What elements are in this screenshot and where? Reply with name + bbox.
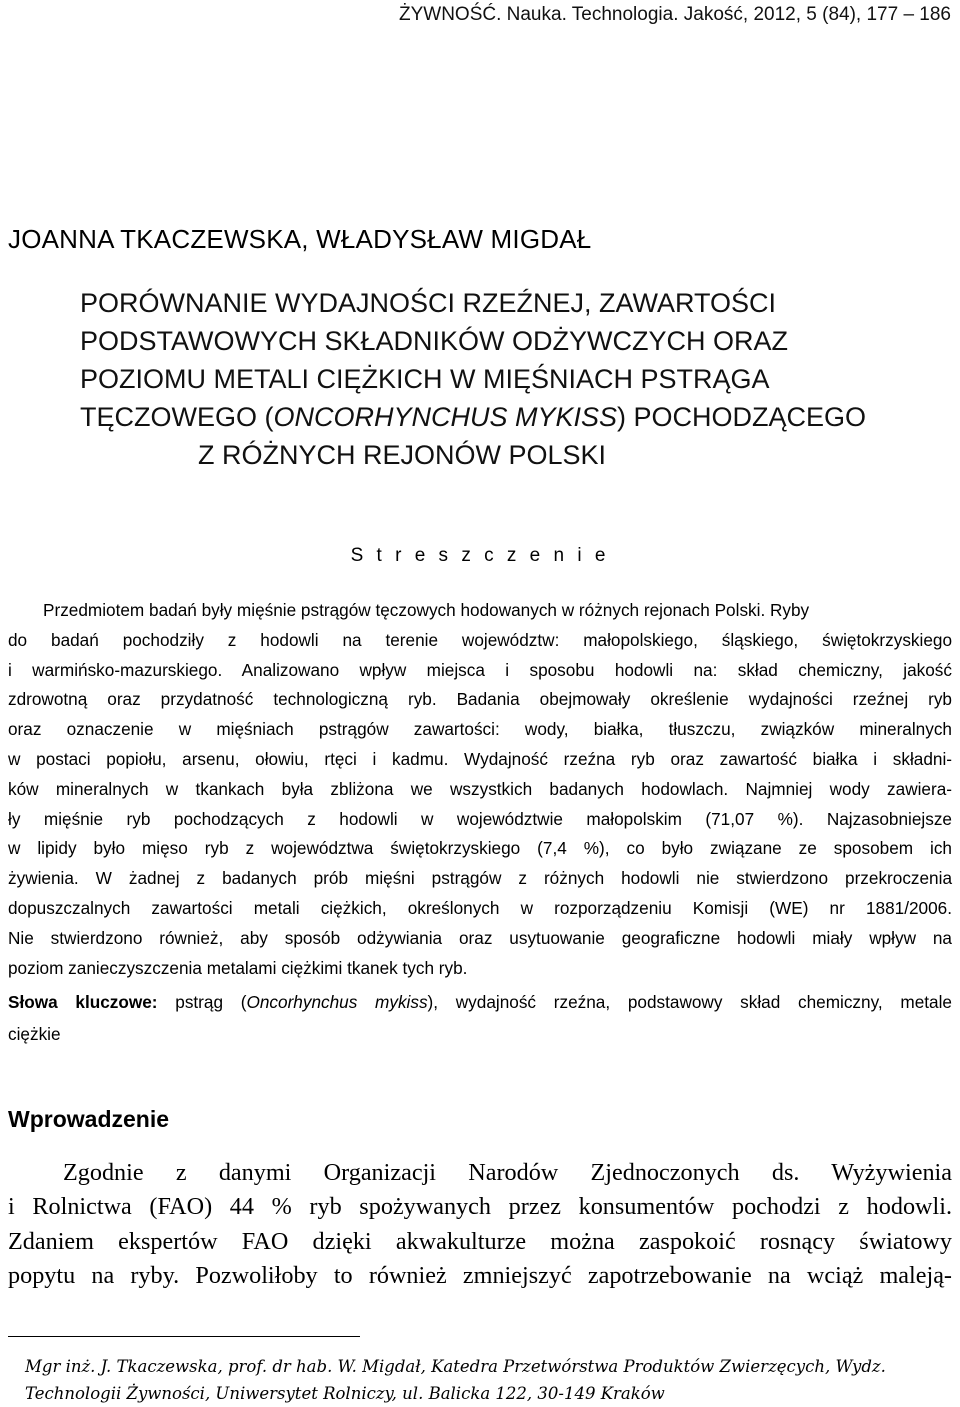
abstract-line: dopuszczalnych zawartości metali ciężkich, określonych w rozporządzeniu Komisji (WE) nr 1881/2006. bbox=[8, 897, 952, 918]
abstract-line: żywienia. W żadnej z badanych prób mięśni pstrągów z różnych hodowli nie stwierdzono przekroczenia bbox=[8, 868, 952, 889]
title-species-name: ONCORHYNCHUS MYKISS bbox=[273, 402, 618, 432]
abstract-heading: S t r e s z c z e n i e bbox=[350, 545, 610, 566]
title-line: PODSTAWOWYCH SKŁADNIKÓW ODŻYWCZYCH ORAZ bbox=[80, 326, 789, 356]
intro-line: Zdaniem ekspertów FAO dzięki akwakulturze można zaspokoić rosnący światowy bbox=[8, 1227, 952, 1255]
abstract-body bbox=[8, 596, 952, 983]
abstract-line: Przedmiotem badań były mięśnie pstrągów tęczowych hodowanych w różnych rejonach Polski. Ryby bbox=[43, 600, 810, 620]
abstract-line: poziom zanieczyszczenia metalami ciężkimi tkanek tych ryb. bbox=[8, 957, 468, 978]
abstract-line: w lipidy było mięso ryb z województwa świętokrzyskiego (7,4 %), co było związane ze sposobem ich bbox=[8, 838, 952, 859]
abstract-line: oraz oznaczenie w mięśniach pstrągów zawartości: wody, białka, tłuszczu, związków mineralnych bbox=[8, 719, 952, 740]
article-title bbox=[80, 284, 960, 474]
keywords-label: Słowa kluczowe: bbox=[8, 992, 158, 1012]
keywords-text: pstrąg ( bbox=[157, 992, 247, 1012]
abstract-line: zdrowotną oraz przydatność technologiczną ryb. Badania obejmowały określenie wydajności rzeźnej ryb bbox=[8, 689, 952, 710]
title-line: POZIOMU METALI CIĘŻKICH W MIĘŚNIACH PSTRĄGA bbox=[80, 364, 770, 394]
keywords-species: Oncorhynchus mykiss bbox=[246, 992, 428, 1012]
title-line: Z RÓŻNYCH REJONÓW POLSKI bbox=[198, 440, 607, 470]
section-heading-introduction: Wprowadzenie bbox=[8, 1106, 170, 1132]
title-line: PORÓWNANIE WYDAJNOŚCI RZEŹNEJ, ZAWARTOŚCI bbox=[80, 288, 777, 318]
intro-line: i Rolnictwa (FAO) 44 % ryb spożywanych przez konsumentów pochodzi z hodowli. bbox=[8, 1193, 952, 1221]
title-text: ) POCHODZĄCEGO bbox=[617, 402, 867, 432]
authors: JOANNA TKACZEWSKA, WŁADYSŁAW MIGDAŁ bbox=[8, 224, 592, 254]
abstract-line: w postaci popiołu, arsenu, ołowiu, rtęci i kadmu. Wydajność rzeźna ryb oraz zawartość białka i składni- bbox=[8, 748, 952, 769]
footnote-line: Mgr inż. J. Tkaczewska, prof. dr hab. W. Migdał, Katedra Przetwórstwa Produktów Zwierzęcych, Wydz. bbox=[25, 1357, 886, 1376]
abstract-line: ków mineralnych w tkankach była zbliżona we wszystkich badanych hodowlach. Najmniej wody zawiera- bbox=[8, 778, 952, 799]
footnote-divider bbox=[8, 1336, 360, 1337]
keywords-line bbox=[8, 986, 952, 1018]
intro-line: popytu na ryby. Pozwoliłoby to również zmniejszyć zapotrzebowanie na wciąż maleją- bbox=[8, 1261, 952, 1289]
title-line bbox=[80, 398, 960, 436]
abstract-line: i warmińsko-mazurskiego. Analizowano wpływ miejsca i sposobu hodowli na: skład chemiczny, jakość bbox=[8, 659, 952, 680]
abstract-line: Nie stwierdzono również, aby sposób odżywiania oraz usytuowanie geograficzne hodowli miały wpływ na bbox=[8, 927, 952, 948]
title-text: TĘCZOWEGO ( bbox=[80, 402, 274, 432]
keywords-text: ), wydajność rzeźna, podstawowy skład chemiczny, metale bbox=[427, 992, 952, 1012]
footnote-line: Technologii Żywności, Uniwersytet Rolniczy, ul. Balicka 122, 30-149 Kraków bbox=[25, 1384, 665, 1403]
author-affiliation-footnote bbox=[25, 1353, 960, 1407]
keywords bbox=[8, 986, 952, 1050]
abstract-line: do badań pochodziły z hodowli na terenie województw: małopolskiego, śląskiego, świętokrzyskiego bbox=[8, 629, 952, 650]
intro-line: Zgodnie z danymi Organizacji Narodów Zjednoczonych ds. Wyżywienia bbox=[63, 1159, 952, 1186]
journal-citation-header: ŻYWNOŚĆ. Nauka. Technologia. Jakość, 2012, 5 (84), 177 – 186 bbox=[398, 4, 951, 25]
introduction-body bbox=[8, 1156, 952, 1293]
abstract-line: ły mięśnie ryb pochodzących z hodowli w województwie małopolskim (71,07 %). Najzasobniejsze bbox=[8, 808, 952, 829]
keywords-text: ciężkie bbox=[8, 1024, 61, 1044]
